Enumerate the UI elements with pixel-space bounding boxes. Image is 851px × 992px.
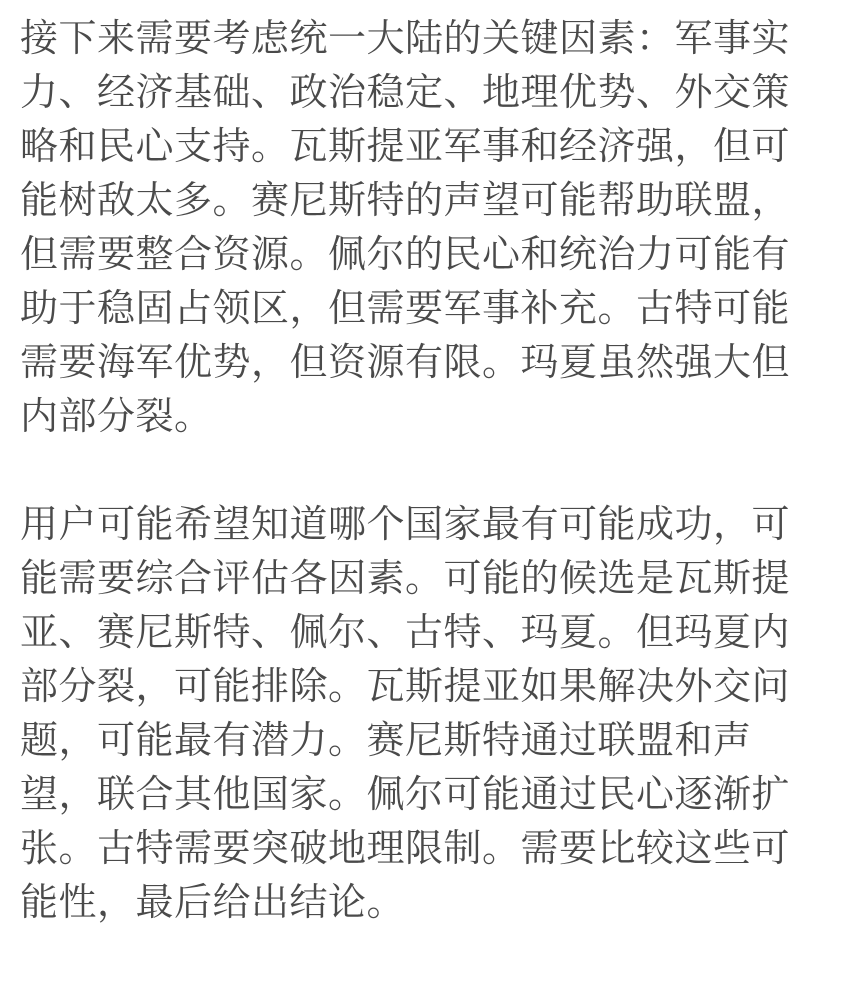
text-line: 力、经济基础、政治稳定、地理优势、外交策: [20, 70, 791, 114]
text-line: 需要海军优势，但资源有限。玛夏虽然强大但: [20, 340, 791, 384]
text-line: 题，可能最有潜力。赛尼斯特通过联盟和声: [20, 718, 752, 762]
paragraph-candidate-evaluation: [20, 497, 835, 929]
document-text: [20, 11, 835, 929]
text-line: 助于稳固占领区，但需要军事补充。古特可能: [20, 286, 791, 330]
text-line: 略和民心支持。瓦斯提亚军事和经济强，但可: [20, 124, 791, 168]
text-line: 接下来需要考虑统一大陆的关键因素：军事实: [20, 16, 791, 60]
text-line: 但需要整合资源。佩尔的民心和统治力可能有: [20, 232, 791, 276]
text-line: 能性，最后给出结论。: [20, 880, 406, 924]
text-line: 用户可能希望知道哪个国家最有可能成功，可: [20, 502, 791, 546]
text-line: 部分裂，可能排除。瓦斯提亚如果解决外交问: [20, 664, 791, 708]
text-line: 亚、赛尼斯特、佩尔、古特、玛夏。但玛夏内: [20, 610, 791, 654]
text-line: 望，联合其他国家。佩尔可能通过民心逐渐扩: [20, 772, 791, 816]
text-line: 能树敌太多。赛尼斯特的声望可能帮助联盟，: [20, 178, 791, 222]
text-line: 张。古特需要突破地理限制。需要比较这些可: [20, 826, 791, 870]
text-line: 内部分裂。: [20, 394, 213, 438]
text-line: 能需要综合评估各因素。可能的候选是瓦斯提: [20, 556, 791, 600]
paragraph-key-factors: [20, 11, 835, 443]
